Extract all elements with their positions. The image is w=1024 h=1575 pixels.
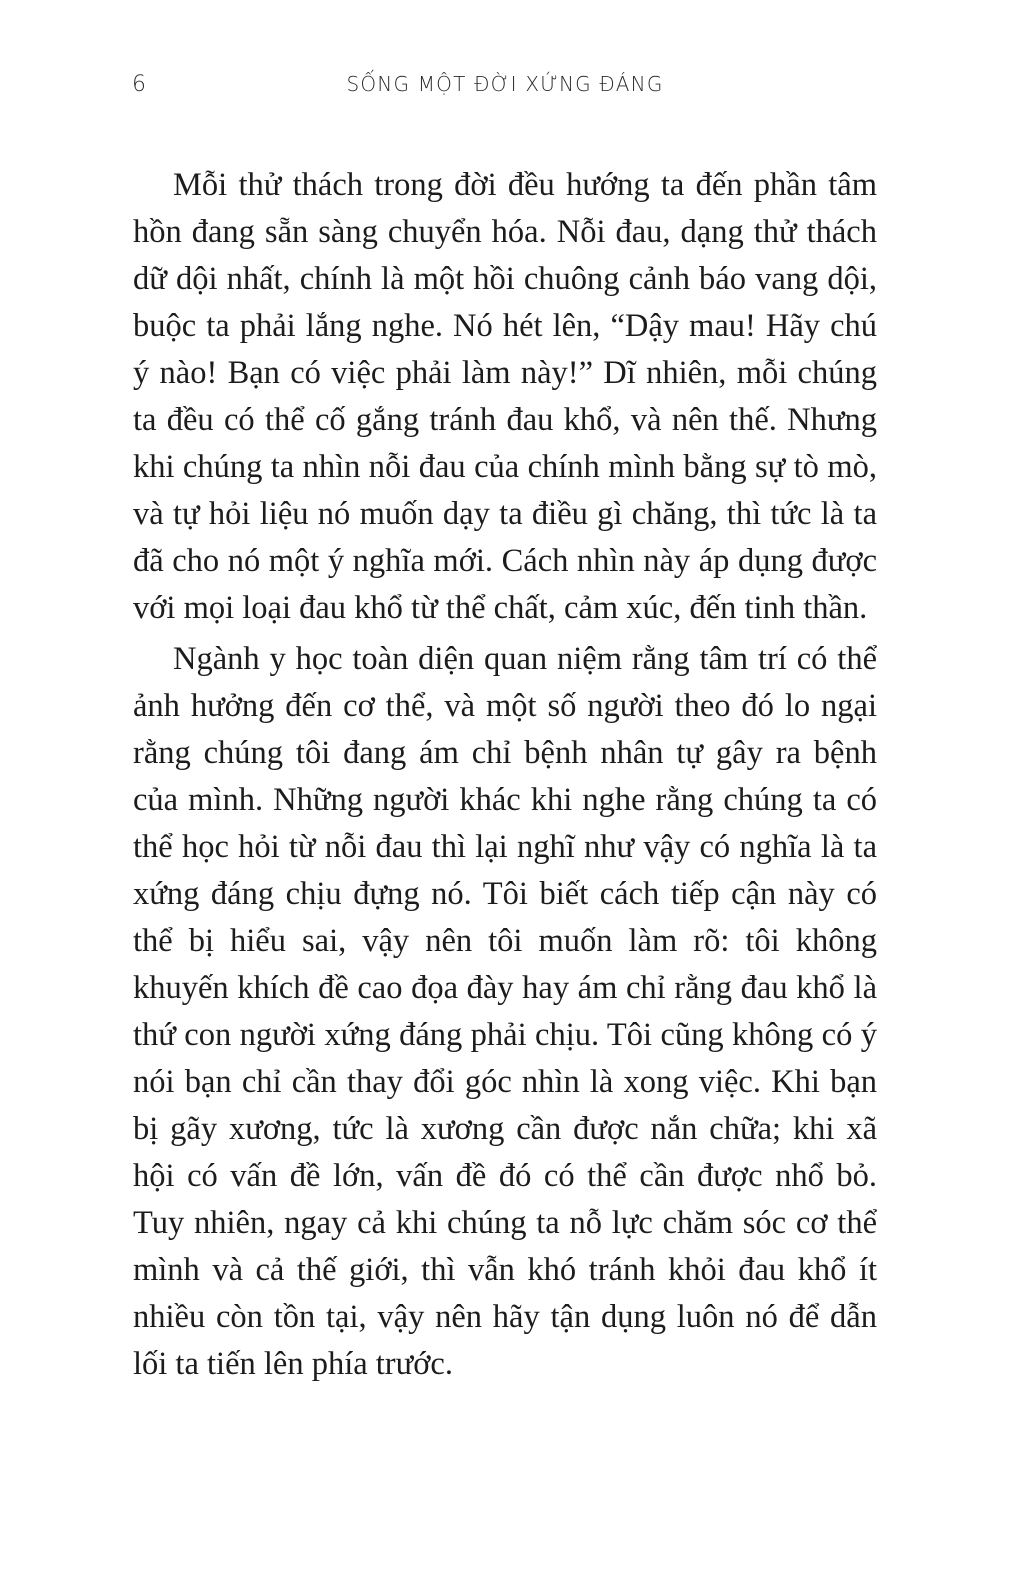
paragraph-1: Mỗi thử thách trong đời đều hướng ta đến phần tâm hồn đang sẵn sàng chuyển hóa. Nỗi đau, dạng thử thách dữ dội nhất, chính là một hồi chuông cảnh báo vang dội, buộc ta phải lắng nghe. Nó hét lên, “Dậy mau! Hãy chú ý nào! Bạn có việc phải làm này!” Dĩ nhiên, mỗi chúng ta đều có thể cố gắng tránh đau khổ, và nên thế. Nhưng khi chúng ta nhìn nỗi đau của chính mình bằng sự tò mò, và tự hỏi liệu nó muốn dạy ta điều gì chăng, thì tức là ta đã cho nó một ý nghĩa mới. Cách nhìn này áp dụng được với mọi loại đau khổ từ thể chất, cảm xúc, đến tinh thần. <box>133 167 877 626</box>
running-header <box>0 72 1024 108</box>
book-title: SỐNG MỘT ĐỜI XỨNG ĐÁNG <box>346 72 664 96</box>
page-number: 6 <box>132 72 147 97</box>
body-text <box>133 162 877 1392</box>
paragraph-2: Ngành y học toàn diện quan niệm rằng tâm trí có thể ảnh hưởng đến cơ thể, và một số người theo đó lo ngại rằng chúng tôi đang ám chỉ bệnh nhân tự gây ra bệnh của mình. Những người khác khi nghe rằng chúng ta có thể học hỏi từ nỗi đau thì lại nghĩ như vậy có nghĩa là ta xứng đáng chịu đựng nó. Tôi biết cách tiếp cận này có thể bị hiểu sai, vậy nên tôi muốn làm rõ: tôi không khuyến khích đề cao đọa đày hay ám chỉ rằng đau khổ là thứ con người xứng đáng phải chịu. Tôi cũng không có ý nói bạn chỉ cần thay đổi góc nhìn là xong việc. Khi bạn bị gãy xương, tức là xương cần được nắn chữa; khi xã hội có vấn đề lớn, vấn đề đó có thể cần được nhổ bỏ. Tuy nhiên, ngay cả khi chúng ta nỗ lực chăm sóc cơ thể mình và cả thế giới, thì vẫn khó tránh khỏi đau khổ ít nhiều còn tồn tại, vậy nên hãy tận dụng luôn nó để dẫn lối ta tiến lên phía trước. <box>133 641 877 1382</box>
